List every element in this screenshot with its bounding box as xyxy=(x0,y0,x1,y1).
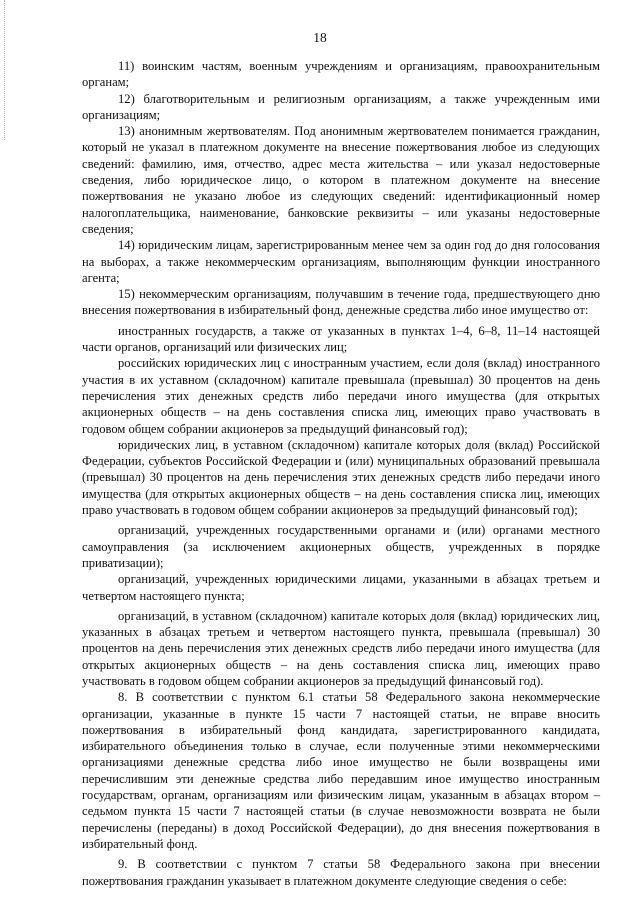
paragraph-item-11: 11) воинским частям, военным учреждениям и организациям, правоохранительным органам; xyxy=(82,59,600,90)
paragraph-sub-state-share: юридических лиц, в уставном (складочном) капитале которых доля (вклад) Российской Федерации, субъектов Российской Федерации и (или) муниципальных образований превышала (превышал) 30 процентов на день перечисления этих денежных средств либо передачи иного имущества (для открытых акционерных обществ – на день составления списка лиц, имеющих право участвовать в годовом общем собрании акционеров за предыдущий финансовый год); xyxy=(82,437,600,518)
document-body xyxy=(82,58,600,889)
paragraph-sub-foreign-states: иностранных государств, а также от указанных в пунктах 1–4, 6–8, 11–14 настоящей части органов, организаций или физических лиц; xyxy=(82,323,600,355)
paragraph-sub-foreign-participation: российских юридических лиц с иностранным участием, если доля (вклад) иностранного участия в их уставном (складочном) капитале превышала (превышал) 30 процентов на день перечисления этих денежных средств либо передачи иного имущества (для открытых акционерных обществ – на день составления списка лиц, имеющих право участвовать в годовом общем собрании акционеров за предыдущий финансовый год); xyxy=(82,356,600,436)
paragraph-sub-state-founded: организаций, учрежденных государственными органами и (или) органами местного самоуправления (за исключением акционерных обществ, учрежденных в порядке приватизации); xyxy=(82,523,600,570)
paragraph-item-14: 14) юридическим лицам, зарегистрированным менее чем за один год до дня голосования на выборах, а также некоммерческим организациям, выполняющим функции иностранного агента; xyxy=(82,238,600,285)
paragraph-sub-legal-founded: организаций, учрежденных юридическими лицами, указанными в абзацах третьем и четвертом настоящего пункта; xyxy=(82,572,600,603)
paragraph-item-12: 12) благотворительным и религиозным организациям, а также учрежденным ими организациям; xyxy=(82,91,600,122)
paragraph-item-15: 15) некоммерческим организациям, получавшим в течение года, предшествующего дню внесения пожертвования в избирательный фонд, денежные средства либо иное имущество от: xyxy=(82,287,600,318)
paragraph-section-8: 8. В соответствии с пунктом 6.1 статьи 58 Федерального закона некоммерческие организации, указанные в пункте 15 части 7 настоящей статьи, не вправе вносить пожертвования в избирательный фонд кандидата, зарегистрированного кандидата, избирательного объединения только в случае, если полученные этими некоммерческими организациями денежные средства либо иное имущество не были возвращены ими перечислившим эти денежные средства либо передавшим иное имущество иностранным государствам, органам, организациям или физическим лицам, указанным в абзацах втором – седьмом пункта 15 части 7 настоящей статьи (в случае невозможности возврата не были перечислены (переданы) в доход Российской Федерации), до дня внесения пожертвования в избирательный фонд. xyxy=(82,690,600,851)
paragraph-section-9: 9. В соответствии с пунктом 7 статьи 58 Федерального закона при внесении пожертвования гражданин указывает в платежном документе следующие сведения о себе: xyxy=(82,857,600,888)
paragraph-sub-legal-share: организаций, в уставном (складочном) капитале которых доля (вклад) юридических лиц, указанных в абзацах третьем и четвертом настоящего пункта, превышала (превышал) 30 процентов на день перечисления этих денежных средств либо передачи иного имущества (для открытых акционерных обществ – на день составления списка лиц, имеющих право участвовать в годовом общем собрании акционеров за предыдущий финансовый год). xyxy=(82,608,600,688)
paragraph-item-13: 13) анонимным жертвователям. Под анонимным жертвователем понимается гражданин, который не указал в платежном документе на внесение пожертвования любое из следующих сведений: фамилию, имя, отчество, адрес места жительства – или указал недостоверные сведения, либо юридическое лицо, о котором в платежном документе на внесение пожертвования не указано любое из следующих сведений: идентификационный номер налогоплательщика, наименование, банковские реквизиты – или указаны недостоверные сведения; xyxy=(82,124,600,236)
page-number: 18 xyxy=(313,30,327,45)
margin-scan-mark xyxy=(4,0,7,140)
